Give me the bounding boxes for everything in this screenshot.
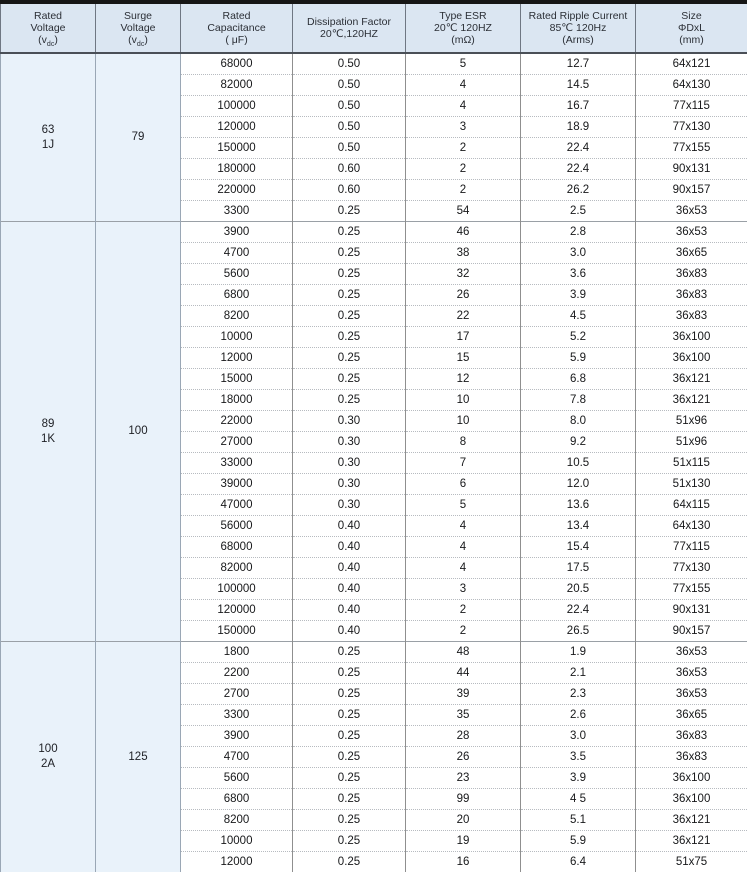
size-cell: 36x53 [636,684,747,705]
capacitance-cell: 2200 [181,663,293,684]
size-cell: 90x157 [636,180,747,201]
esr-cell: 3 [406,117,521,138]
table-row [1,222,747,243]
capacitance-cell: 120000 [181,600,293,621]
dissipation-factor-cell: 0.40 [293,621,406,642]
esr-cell: 22 [406,306,521,327]
esr-cell: 17 [406,327,521,348]
dissipation-factor-cell: 0.40 [293,600,406,621]
esr-cell: 2 [406,138,521,159]
ripple-current-cell: 2.5 [521,201,636,222]
size-cell: 51x115 [636,453,747,474]
ripple-current-cell: 26.5 [521,621,636,642]
column-header-surge-voltage: Surge Voltage $(v_{dc})$ [96,4,181,53]
esr-cell: 39 [406,684,521,705]
dissipation-factor-cell: 0.25 [293,201,406,222]
esr-cell: 16 [406,852,521,872]
dissipation-factor-cell: 0.30 [293,432,406,453]
capacitance-cell: 180000 [181,159,293,180]
size-cell: 77x130 [636,117,747,138]
dissipation-factor-cell: 0.25 [293,348,406,369]
ripple-current-cell: 22.4 [521,138,636,159]
dissipation-factor-cell: 0.25 [293,243,406,264]
capacitance-cell: 33000 [181,453,293,474]
capacitance-cell: 47000 [181,495,293,516]
esr-cell: 4 [406,558,521,579]
ripple-current-cell: 5.9 [521,831,636,852]
dissipation-factor-cell: 0.25 [293,726,406,747]
column-header-rated-capacitance: Rated Capacitance ( μF) [181,4,293,53]
dissipation-factor-cell: 0.40 [293,516,406,537]
esr-cell: 4 [406,537,521,558]
column-header-ripple-current: Rated Ripple Current 85℃ 120Hz (Arms) [521,4,636,53]
capacitance-cell: 68000 [181,53,293,75]
header-row [1,4,747,53]
ripple-current-cell: 12.0 [521,474,636,495]
dissipation-factor-cell: 0.25 [293,663,406,684]
dissipation-factor-cell: 0.25 [293,285,406,306]
capacitance-cell: 68000 [181,537,293,558]
size-cell: 36x100 [636,348,747,369]
size-cell: 90x131 [636,600,747,621]
ripple-current-cell: 2.8 [521,222,636,243]
ripple-current-cell: 15.4 [521,537,636,558]
capacitance-cell: 100000 [181,579,293,600]
ripple-current-cell: 3.6 [521,264,636,285]
size-cell: 77x115 [636,96,747,117]
ripple-current-cell: 2.3 [521,684,636,705]
dissipation-factor-cell: 0.25 [293,369,406,390]
dissipation-factor-cell: 0.25 [293,327,406,348]
esr-cell: 4 [406,516,521,537]
ripple-current-cell: 17.5 [521,558,636,579]
ripple-current-cell: 3.5 [521,747,636,768]
surge-voltage-cell: 79 [96,53,181,222]
ripple-current-cell: 6.8 [521,369,636,390]
capacitance-cell: 120000 [181,117,293,138]
column-header-type-esr: Type ESR 20℃ 120HZ (mΩ) [406,4,521,53]
dissipation-factor-cell: 0.25 [293,705,406,726]
ripple-current-cell: 13.6 [521,495,636,516]
ripple-current-cell: 18.9 [521,117,636,138]
dissipation-factor-cell: 0.50 [293,117,406,138]
ripple-current-cell: 9.2 [521,432,636,453]
dissipation-factor-cell: 0.30 [293,474,406,495]
ripple-current-cell: 10.5 [521,453,636,474]
esr-cell: 38 [406,243,521,264]
capacitance-cell: 100000 [181,96,293,117]
dissipation-factor-cell: 0.60 [293,180,406,201]
column-header-dissipation-factor: Dissipation Factor 20℃,120HZ [293,4,406,53]
capacitance-cell: 18000 [181,390,293,411]
ripple-current-cell: 4 5 [521,789,636,810]
ripple-current-cell: 3.9 [521,285,636,306]
capacitance-cell: 150000 [181,138,293,159]
size-cell: 77x155 [636,138,747,159]
esr-cell: 23 [406,768,521,789]
rated-voltage-cell: 89 1K [1,222,96,642]
capacitance-cell: 10000 [181,327,293,348]
surge-voltage-cell: 125 [96,642,181,872]
size-cell: 51x130 [636,474,747,495]
capacitance-cell: 82000 [181,558,293,579]
column-header-rated-voltage: Rated Voltage $(v_{dc})$ [1,4,96,53]
esr-cell: 15 [406,348,521,369]
size-cell: 90x157 [636,621,747,642]
capacitance-cell: 2700 [181,684,293,705]
esr-cell: 26 [406,285,521,306]
ripple-current-cell: 5.1 [521,810,636,831]
size-cell: 36x121 [636,369,747,390]
spec-table [0,4,747,872]
capacitance-cell: 10000 [181,831,293,852]
ripple-current-cell: 13.4 [521,516,636,537]
capacitance-cell: 3900 [181,726,293,747]
capacitance-cell: 12000 [181,348,293,369]
dissipation-factor-cell: 0.60 [293,159,406,180]
table-row [1,53,747,75]
capacitance-cell: 3300 [181,201,293,222]
size-cell: 77x155 [636,579,747,600]
size-cell: 36x53 [636,663,747,684]
size-cell: 36x121 [636,390,747,411]
ripple-current-cell: 26.2 [521,180,636,201]
surge-voltage-cell: 100 [96,222,181,642]
size-cell: 51x96 [636,432,747,453]
size-cell: 36x53 [636,222,747,243]
column-header-size: Size ΦDxL (mm) [636,4,747,53]
size-cell: 36x121 [636,810,747,831]
size-cell: 36x65 [636,705,747,726]
esr-cell: 4 [406,96,521,117]
dissipation-factor-cell: 0.40 [293,537,406,558]
dissipation-factor-cell: 0.40 [293,579,406,600]
dissipation-factor-cell: 0.25 [293,810,406,831]
dissipation-factor-cell: 0.25 [293,222,406,243]
ripple-current-cell: 1.9 [521,642,636,663]
ripple-current-cell: 16.7 [521,96,636,117]
capacitance-cell: 4700 [181,747,293,768]
capacitance-cell: 82000 [181,75,293,96]
dissipation-factor-cell: 0.25 [293,642,406,663]
dissipation-factor-cell: 0.25 [293,390,406,411]
size-cell: 64x130 [636,516,747,537]
dissipation-factor-cell: 0.30 [293,495,406,516]
dissipation-factor-cell: 0.40 [293,558,406,579]
esr-cell: 48 [406,642,521,663]
capacitance-cell: 6800 [181,789,293,810]
capacitance-cell: 5600 [181,768,293,789]
capacitance-cell: 4700 [181,243,293,264]
ripple-current-cell: 12.7 [521,53,636,75]
ripple-current-cell: 2.6 [521,705,636,726]
dissipation-factor-cell: 0.25 [293,852,406,872]
ripple-current-cell: 22.4 [521,600,636,621]
esr-cell: 19 [406,831,521,852]
dissipation-factor-cell: 0.50 [293,53,406,75]
ripple-current-cell: 4.5 [521,306,636,327]
capacitance-cell: 12000 [181,852,293,872]
capacitance-cell: 27000 [181,432,293,453]
size-cell: 36x83 [636,285,747,306]
size-cell: 36x121 [636,831,747,852]
esr-cell: 6 [406,474,521,495]
size-cell: 64x121 [636,53,747,75]
size-cell: 36x100 [636,768,747,789]
dissipation-factor-cell: 0.30 [293,453,406,474]
dissipation-factor-cell: 0.25 [293,684,406,705]
size-cell: 77x115 [636,537,747,558]
size-cell: 36x53 [636,642,747,663]
esr-cell: 99 [406,789,521,810]
ripple-current-cell: 2.1 [521,663,636,684]
esr-cell: 10 [406,411,521,432]
esr-cell: 46 [406,222,521,243]
dissipation-factor-cell: 0.50 [293,138,406,159]
capacitance-cell: 6800 [181,285,293,306]
capacitance-cell: 220000 [181,180,293,201]
esr-cell: 26 [406,747,521,768]
size-cell: 51x75 [636,852,747,872]
dissipation-factor-cell: 0.50 [293,96,406,117]
ripple-current-cell: 20.5 [521,579,636,600]
size-cell: 36x83 [636,726,747,747]
capacitance-cell: 8200 [181,810,293,831]
esr-cell: 54 [406,201,521,222]
dissipation-factor-cell: 0.25 [293,831,406,852]
rated-voltage-cell: 63 1J [1,53,96,222]
esr-cell: 8 [406,432,521,453]
esr-cell: 12 [406,369,521,390]
esr-cell: 2 [406,600,521,621]
capacitance-cell: 1800 [181,642,293,663]
size-cell: 36x83 [636,264,747,285]
esr-cell: 2 [406,159,521,180]
esr-cell: 4 [406,75,521,96]
esr-cell: 5 [406,53,521,75]
esr-cell: 3 [406,579,521,600]
size-cell: 64x130 [636,75,747,96]
size-cell: 64x115 [636,495,747,516]
dissipation-factor-cell: 0.25 [293,768,406,789]
ripple-current-cell: 3.9 [521,768,636,789]
ripple-current-cell: 8.0 [521,411,636,432]
esr-cell: 35 [406,705,521,726]
dissipation-factor-cell: 0.50 [293,75,406,96]
size-cell: 77x130 [636,558,747,579]
capacitance-cell: 3300 [181,705,293,726]
size-cell: 36x100 [636,327,747,348]
capacitance-cell: 22000 [181,411,293,432]
rated-voltage-cell: 100 2A [1,642,96,872]
capacitance-cell: 39000 [181,474,293,495]
capacitance-cell: 56000 [181,516,293,537]
dissipation-factor-cell: 0.25 [293,747,406,768]
capacitance-cell: 150000 [181,621,293,642]
ripple-current-cell: 3.0 [521,243,636,264]
table-row [1,642,747,663]
ripple-current-cell: 5.2 [521,327,636,348]
esr-cell: 32 [406,264,521,285]
ripple-current-cell: 14.5 [521,75,636,96]
ripple-current-cell: 22.4 [521,159,636,180]
dissipation-factor-cell: 0.30 [293,411,406,432]
esr-cell: 2 [406,180,521,201]
size-cell: 36x53 [636,201,747,222]
esr-cell: 20 [406,810,521,831]
size-cell: 36x83 [636,306,747,327]
ripple-current-cell: 3.0 [521,726,636,747]
size-cell: 51x96 [636,411,747,432]
ripple-current-cell: 7.8 [521,390,636,411]
esr-cell: 28 [406,726,521,747]
capacitance-cell: 3900 [181,222,293,243]
dissipation-factor-cell: 0.25 [293,789,406,810]
spec-table-body [1,53,747,872]
ripple-current-cell: 6.4 [521,852,636,872]
ripple-current-cell: 5.9 [521,348,636,369]
capacitance-cell: 8200 [181,306,293,327]
esr-cell: 7 [406,453,521,474]
esr-cell: 44 [406,663,521,684]
dissipation-factor-cell: 0.25 [293,264,406,285]
dissipation-factor-cell: 0.25 [293,306,406,327]
capacitance-cell: 5600 [181,264,293,285]
capacitance-cell: 15000 [181,369,293,390]
size-cell: 36x83 [636,747,747,768]
size-cell: 36x100 [636,789,747,810]
esr-cell: 2 [406,621,521,642]
size-cell: 36x65 [636,243,747,264]
size-cell: 90x131 [636,159,747,180]
esr-cell: 5 [406,495,521,516]
esr-cell: 10 [406,390,521,411]
